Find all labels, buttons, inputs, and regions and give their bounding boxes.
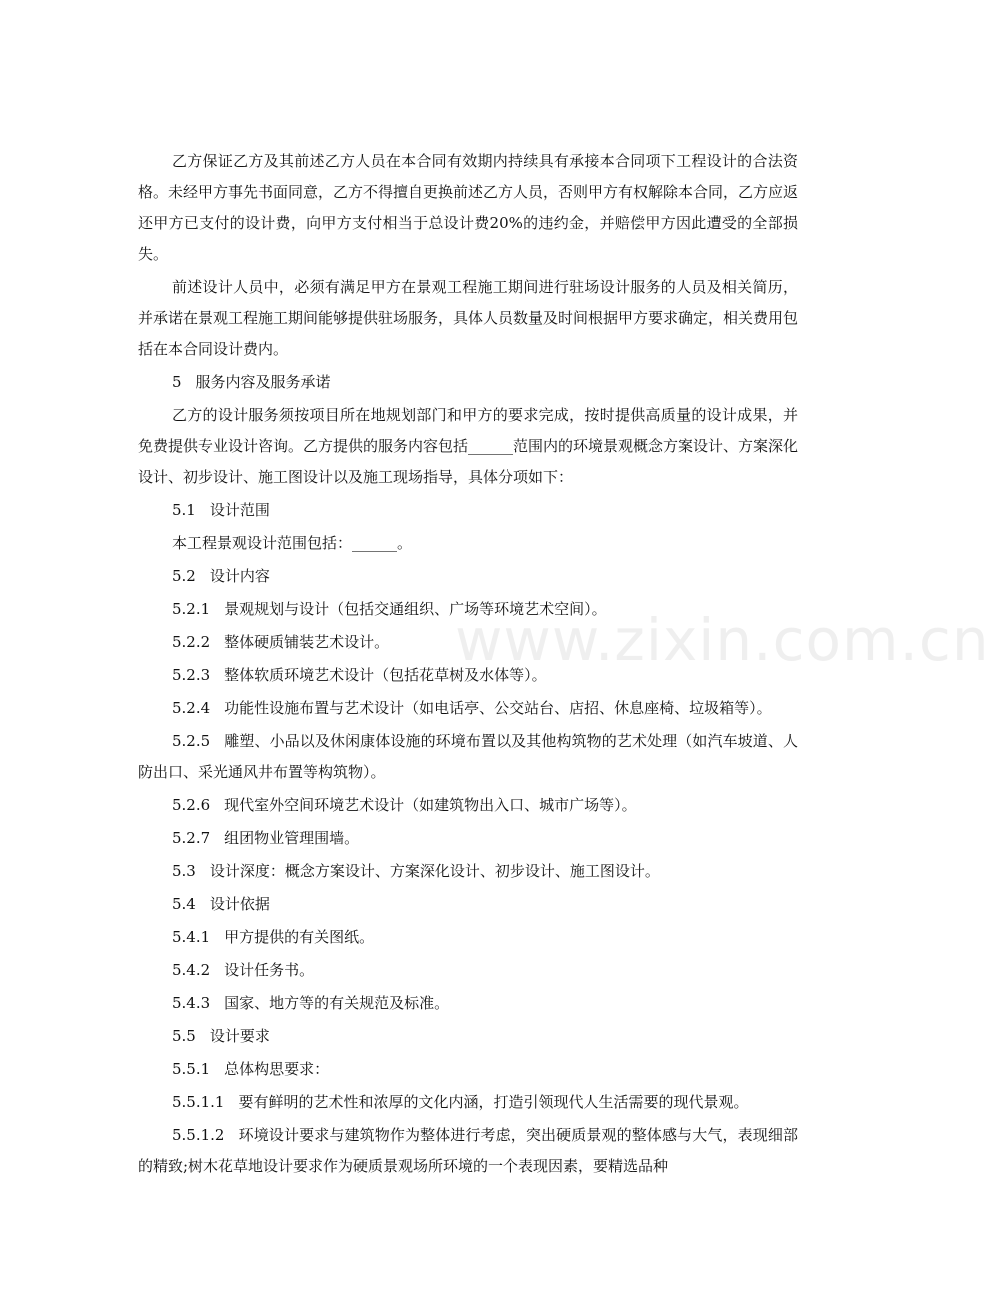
numbered-clause <box>138 988 798 1019</box>
clause-number: 5.2.1 <box>172 600 211 618</box>
numbered-clause <box>138 367 798 398</box>
clause-number: 5.2.5 <box>172 732 211 750</box>
clause-number: 5.5.1 <box>172 1060 211 1078</box>
paragraph-text: 乙方保证乙方及其前述乙方人员在本合同有效期内持续具有承接本合同项下工程设计的合法资格。未经甲方事先书面同意，乙方不得擅自更换前述乙方人员，否则甲方有权解除本合同，乙方应返还甲方已支付的设计费，向甲方支付相当于总设计费20%的违约金，并赔偿甲方因此遭受的全部损失。 <box>138 152 799 263</box>
numbered-clause <box>138 1087 798 1118</box>
clause-number: 5.4.3 <box>172 994 211 1012</box>
clause-number: 5.2.6 <box>172 796 211 814</box>
paragraph-text: 设计内容 <box>209 567 270 585</box>
paragraph-text: 甲方提供的有关图纸。 <box>224 928 375 946</box>
watermark: www.zixin.com.cn <box>455 606 990 674</box>
paragraph-text: 整体软质环境艺术设计（包括花草树及水体等）。 <box>224 666 547 684</box>
paragraph-text: 乙方的设计服务须按项目所在地规划部门和甲方的要求完成，按时提供高质量的设计成果，并免费提供专业设计咨询。乙方提供的服务内容包括______范围内的环境景观概念方案设计、方案深化设计、初步设计、施工图设计以及施工现场指导，具体分项如下： <box>138 406 799 486</box>
paragraph-text: 前述设计人员中，必须有满足甲方在景观工程施工期间进行驻场设计服务的人员及相关简历，并承诺在景观工程施工期间能够提供驻场服务，具体人员数量及时间根据甲方要求确定，相关费用包括在本合同设计费内。 <box>138 278 799 358</box>
numbered-clause <box>138 726 798 788</box>
body-paragraph <box>138 146 798 270</box>
paragraph-text: 设计要求 <box>209 1027 270 1045</box>
clause-number: 5.5.1.2 <box>172 1126 225 1144</box>
paragraph-text: 环境设计要求与建筑物作为整体进行考虑，突出硬质景观的整体感与大气，表现细部的精致;树木花草地设计要求作为硬质景观场所环境的一个表现因素，要精选品种 <box>138 1126 798 1175</box>
clause-number: 5.4 <box>172 895 196 913</box>
numbered-clause <box>138 889 798 920</box>
numbered-clause <box>138 693 798 724</box>
paragraph-text: 服务内容及服务承诺 <box>195 373 331 391</box>
paragraph-text: 整体硬质铺装艺术设计。 <box>224 633 390 651</box>
numbered-clause <box>138 823 798 854</box>
paragraph-text: 设计依据 <box>209 895 270 913</box>
body-paragraph <box>138 400 798 493</box>
numbered-clause <box>138 1054 798 1085</box>
paragraph-text: 景观规划与设计（包括交通组织、广场等环境艺术空间）。 <box>224 600 607 618</box>
clause-number: 5.2.2 <box>172 633 211 651</box>
clause-number: 5.4.1 <box>172 928 211 946</box>
clause-number: 5.4.2 <box>172 961 211 979</box>
numbered-clause <box>138 495 798 526</box>
numbered-clause <box>138 1021 798 1052</box>
paragraph-text: 功能性设施布置与艺术设计（如电话亭、公交站台、店招、休息座椅、垃圾箱等）。 <box>224 699 772 717</box>
clause-number: 5.2.4 <box>172 699 211 717</box>
clause-number: 5.2.3 <box>172 666 211 684</box>
paragraph-text: 雕塑、小品以及休闲康体设施的环境布置以及其他构筑物的艺术处理（如汽车坡道、人防出口、采光通风井布置等构筑物）。 <box>138 732 798 781</box>
clause-number: 5.1 <box>172 501 196 519</box>
paragraph-text: 组团物业管理围墙。 <box>224 829 360 847</box>
clause-number: 5.3 <box>172 862 196 880</box>
paragraph-text: 现代室外空间环境艺术设计（如建筑物出入口、城市广场等）。 <box>224 796 637 814</box>
numbered-clause <box>138 561 798 592</box>
paragraph-text: 国家、地方等的有关规范及标准。 <box>224 994 450 1012</box>
numbered-clause <box>138 790 798 821</box>
numbered-clause <box>138 922 798 953</box>
paragraph-text: 总体构思要求： <box>224 1060 330 1078</box>
clause-number: 5.5 <box>172 1027 196 1045</box>
body-paragraph <box>138 528 798 559</box>
paragraph-text: 设计任务书。 <box>224 961 315 979</box>
body-paragraph <box>138 272 798 365</box>
clause-number: 5.5.1.1 <box>172 1093 225 1111</box>
clause-number: 5 <box>172 373 182 391</box>
paragraph-text: 设计范围 <box>209 501 270 519</box>
clause-number: 5.2.7 <box>172 829 211 847</box>
clause-number: 5.2 <box>172 567 196 585</box>
paragraph-text: 本工程景观设计范围包括：______。 <box>172 534 413 552</box>
paragraph-text: 要有鲜明的艺术性和浓厚的文化内涵，打造引领现代人生活需要的现代景观。 <box>238 1093 749 1111</box>
numbered-clause <box>138 955 798 986</box>
paragraph-text: 设计深度：概念方案设计、方案深化设计、初步设计、施工图设计。 <box>209 862 660 880</box>
numbered-clause <box>138 1120 798 1182</box>
numbered-clause <box>138 856 798 887</box>
